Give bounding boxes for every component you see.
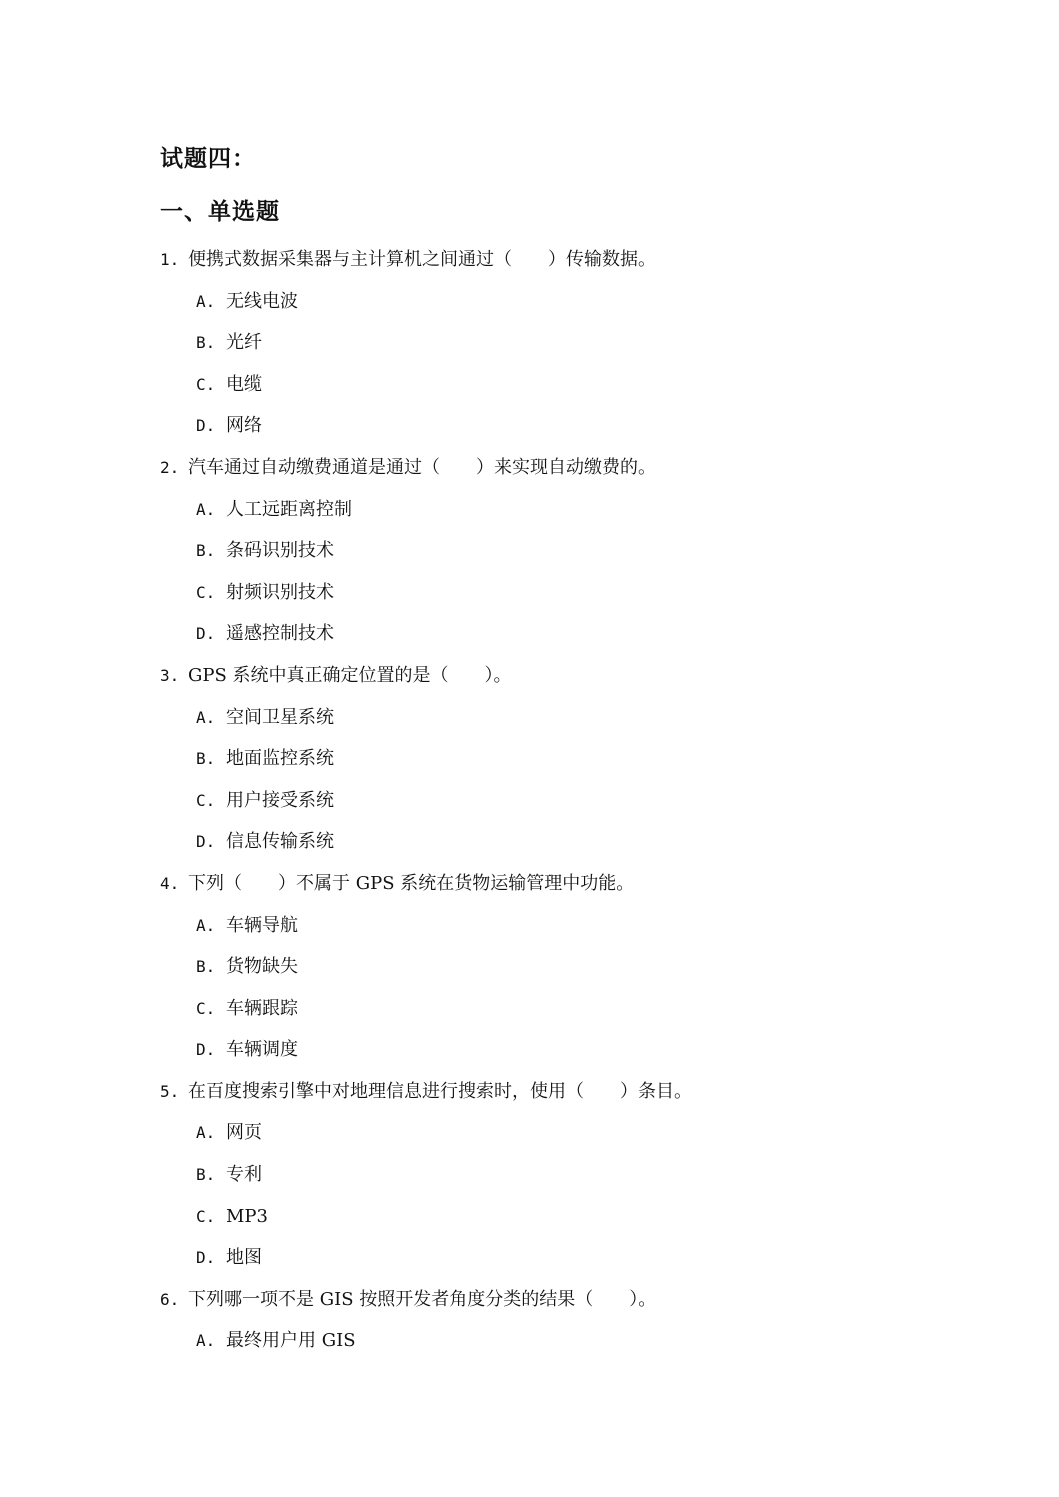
- answer-option: [160, 787, 920, 829]
- option-letter: B.: [196, 957, 216, 977]
- question-number: 5.: [160, 1081, 180, 1101]
- option-letter: A.: [196, 707, 216, 727]
- question-text: GPS 系统中真正确定位置的是（ ）。: [188, 664, 512, 686]
- option-letter: A.: [196, 915, 216, 935]
- option-letter: D.: [196, 624, 216, 644]
- option-text: 网页: [226, 1122, 262, 1144]
- option-letter: B.: [196, 749, 216, 769]
- question-stem: [160, 454, 920, 496]
- page-title: 试题四：: [160, 145, 256, 172]
- option-letter: B.: [196, 541, 216, 561]
- answer-option: [160, 912, 920, 954]
- option-text: 信息传输系统: [226, 831, 334, 853]
- option-letter: B.: [196, 333, 216, 353]
- answer-option: [160, 620, 920, 662]
- question-text: 在百度搜索引擎中对地理信息进行搜索时，使用（ ）条目。: [188, 1080, 692, 1102]
- question-number: 1.: [160, 250, 180, 269]
- option-text: 空间卫星系统: [226, 706, 334, 728]
- option-text: 遥感控制技术: [226, 623, 334, 645]
- answer-option: [160, 704, 920, 746]
- question-list: [160, 246, 920, 1369]
- answer-option: [160, 1244, 920, 1286]
- option-letter: D.: [196, 416, 216, 436]
- option-text: 射频识别技术: [226, 581, 334, 603]
- option-text: 车辆导航: [226, 914, 298, 936]
- option-text: 条码识别技术: [226, 540, 334, 562]
- option-text: 最终用户用 GIS: [226, 1330, 356, 1352]
- answer-option: [160, 288, 920, 330]
- option-letter: A.: [196, 1331, 216, 1351]
- option-text: 用户接受系统: [226, 789, 334, 811]
- question-number: 6.: [160, 1289, 180, 1309]
- answer-option: [160, 496, 920, 538]
- option-letter: D.: [196, 1248, 216, 1268]
- option-text: 车辆跟踪: [226, 997, 298, 1019]
- option-letter: D.: [196, 832, 216, 852]
- option-letter: C.: [196, 998, 216, 1018]
- question-stem: [160, 870, 920, 912]
- option-letter: C.: [196, 790, 216, 810]
- answer-option: [160, 953, 920, 995]
- option-text: 专利: [226, 1164, 262, 1186]
- option-text: 地图: [226, 1247, 262, 1269]
- answer-option: [160, 371, 920, 413]
- answer-option: [160, 1161, 920, 1203]
- option-letter: A.: [196, 499, 216, 519]
- option-letter: D.: [196, 1040, 216, 1060]
- option-text: MP3: [226, 1205, 268, 1227]
- question-stem: [160, 1286, 920, 1328]
- option-letter: C.: [196, 582, 216, 602]
- answer-option: [160, 1036, 920, 1078]
- option-text: 货物缺失: [226, 956, 298, 978]
- question-stem: [160, 246, 920, 288]
- question-text: 下列（ ）不属于 GPS 系统在货物运输管理中功能。: [188, 872, 635, 894]
- option-letter: A.: [196, 1123, 216, 1143]
- question-text: 下列哪一项不是 GIS 按照开发者角度分类的结果（ ）。: [188, 1288, 657, 1310]
- answer-option: [160, 537, 920, 579]
- question-text: 汽车通过自动缴费通道是通过（ ）来实现自动缴费的。: [188, 456, 656, 478]
- question-number: 3.: [160, 665, 180, 685]
- answer-option: [160, 828, 920, 870]
- question-stem: [160, 662, 920, 704]
- option-text: 地面监控系统: [226, 748, 334, 770]
- option-text: 车辆调度: [226, 1039, 298, 1061]
- answer-option: [160, 329, 920, 371]
- option-text: 网络: [226, 415, 262, 437]
- answer-option: [160, 745, 920, 787]
- answer-option: [160, 1119, 920, 1161]
- answer-option: [160, 995, 920, 1037]
- option-text: 光纤: [226, 332, 262, 354]
- option-letter: B.: [196, 1165, 216, 1185]
- question-stem: [160, 1078, 920, 1120]
- answer-option: [160, 1327, 920, 1369]
- option-letter: C.: [196, 1206, 216, 1226]
- question-text: 便携式数据采集器与主计算机之间通过（ ）传输数据。: [188, 249, 656, 270]
- question-number: 2.: [160, 457, 180, 477]
- option-letter: C.: [196, 374, 216, 394]
- option-text: 无线电波: [226, 290, 298, 312]
- option-text: 人工远距离控制: [226, 498, 352, 520]
- option-text: 电缆: [226, 373, 262, 395]
- section-heading: 一、单选题: [160, 198, 280, 225]
- answer-option: [160, 412, 920, 454]
- answer-option: [160, 1203, 920, 1245]
- option-letter: A.: [196, 291, 216, 311]
- answer-option: [160, 579, 920, 621]
- question-number: 4.: [160, 873, 180, 893]
